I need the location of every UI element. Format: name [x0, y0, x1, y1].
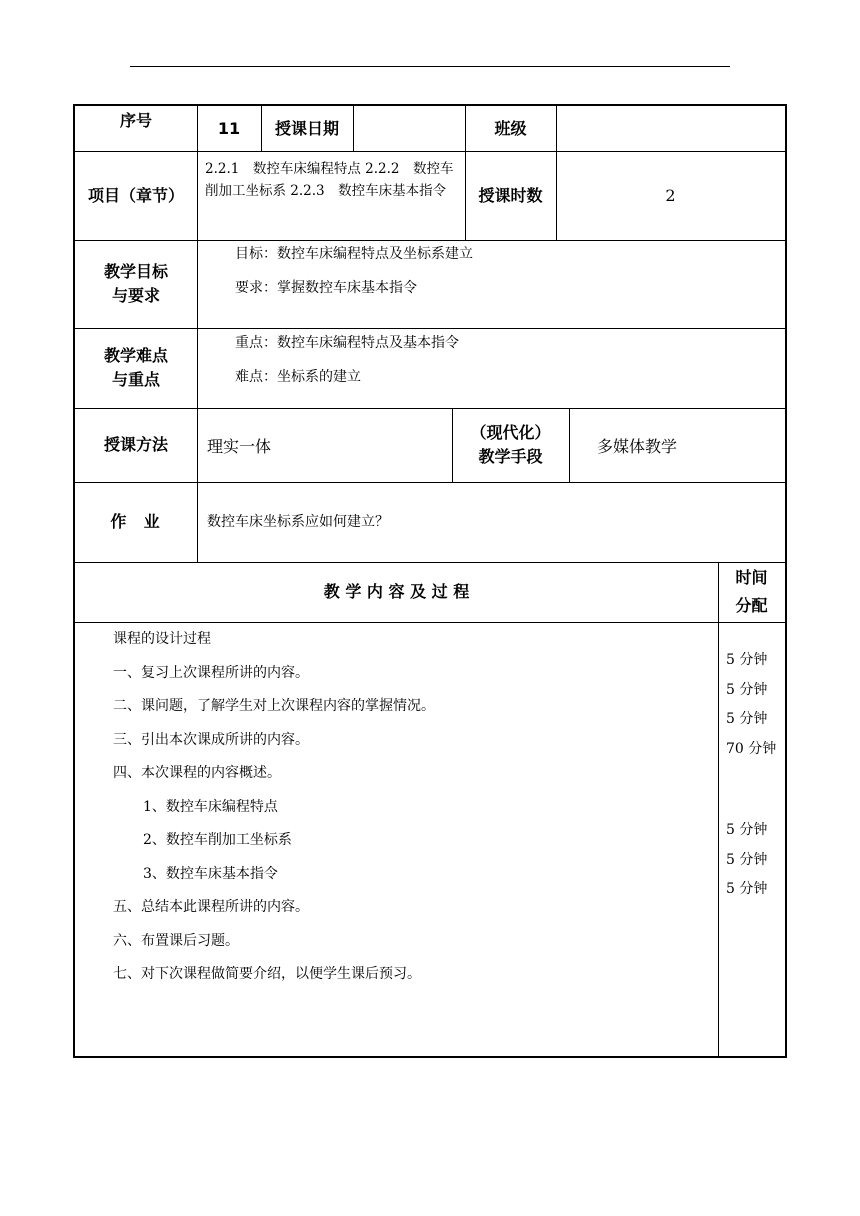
goals-requirement: 要求：掌握数控车床基本指令: [235, 280, 417, 296]
difficulty-hard: 难点：坐标系的建立: [235, 369, 361, 385]
date-label: 授课日期: [274, 118, 339, 138]
goals-label-line2: 与要求: [111, 286, 160, 305]
means-label-line1: （现代化）: [470, 423, 551, 442]
content-line: 二、课问题，了解学生对上次课程内容的掌握情况。: [113, 698, 435, 714]
seq-value: 11: [217, 118, 241, 138]
content-line: 课程的设计过程: [113, 631, 211, 647]
col-divider: [569, 408, 570, 482]
difficulty-label: [75, 328, 197, 408]
project-value: 2.2.1 数控车床编程特点 2.2.2 数控车削加工坐标系 2.2.3 数控车床基本指令: [205, 161, 454, 199]
means-label: [452, 408, 569, 482]
content-subline: 3、数控车床基本指令: [143, 865, 278, 882]
hours-label: 授课时数: [478, 185, 543, 205]
seq-label: 序号: [119, 111, 152, 130]
col-divider: [718, 562, 719, 1056]
content-line: 一、复习上次课程所讲的内容。: [113, 664, 309, 681]
col-divider: [197, 106, 198, 562]
lesson-plan-table: [73, 104, 787, 1058]
difficulty-key: 重点：数控车床编程特点及基本指令: [235, 335, 459, 351]
content-title: 教 学 内 容 及 过 程: [323, 582, 470, 601]
time-entry: 5 分钟: [726, 822, 768, 838]
content-line: 三、引出本次课成所讲的内容。: [113, 731, 309, 748]
time-entry: 70 分钟: [726, 740, 777, 757]
class-value: [556, 106, 785, 151]
homework-value: 数控车床坐标系应如何建立？: [207, 514, 389, 530]
goals-label-line1: 教学目标: [103, 262, 168, 281]
time-group-1: [726, 650, 786, 768]
time-label-line1: 时间: [735, 568, 768, 587]
homework-label: 作 业: [110, 512, 162, 531]
goals-label: [75, 240, 197, 328]
time-label: [718, 562, 785, 622]
time-entry: 5 分钟: [726, 881, 768, 897]
difficulty-label-line1: 教学难点: [103, 346, 168, 365]
content-subline: 1、数控车床编程特点: [143, 798, 278, 815]
content-lines: [113, 629, 713, 998]
content-line: 六、布置课后习题。: [113, 932, 239, 949]
class-label: 班级: [494, 118, 527, 138]
method-value: 理实一体: [207, 436, 272, 456]
row-divider: [75, 622, 785, 623]
means-label-line2: 教学手段: [478, 447, 543, 466]
time-entry: 5 分钟: [726, 711, 768, 727]
content-line: 七、对下次课程做简要介绍，以便学生课后预习。: [113, 966, 421, 982]
date-value: [353, 106, 465, 151]
time-group-2: [726, 820, 786, 909]
method-label: 授课方法: [103, 435, 168, 454]
content-subline: 2、数控车削加工坐标系: [143, 832, 292, 848]
time-label-line2: 分配: [735, 596, 768, 615]
time-entry: 5 分钟: [726, 851, 768, 868]
content-line: 四、本次课程的内容概述。: [113, 765, 281, 781]
project-label: 项目（章节）: [87, 185, 184, 205]
goals-target: 目标：数控车床编程特点及坐标系建立: [235, 246, 473, 262]
header-rule: [130, 66, 730, 67]
hours-value: 2: [665, 185, 676, 205]
time-entry: 5 分钟: [726, 681, 768, 698]
means-value: 多媒体教学: [597, 436, 678, 456]
difficulty-label-line2: 与重点: [111, 370, 160, 389]
content-line: 五、总结本此课程所讲的内容。: [113, 899, 309, 915]
time-entry: 5 分钟: [726, 652, 768, 668]
